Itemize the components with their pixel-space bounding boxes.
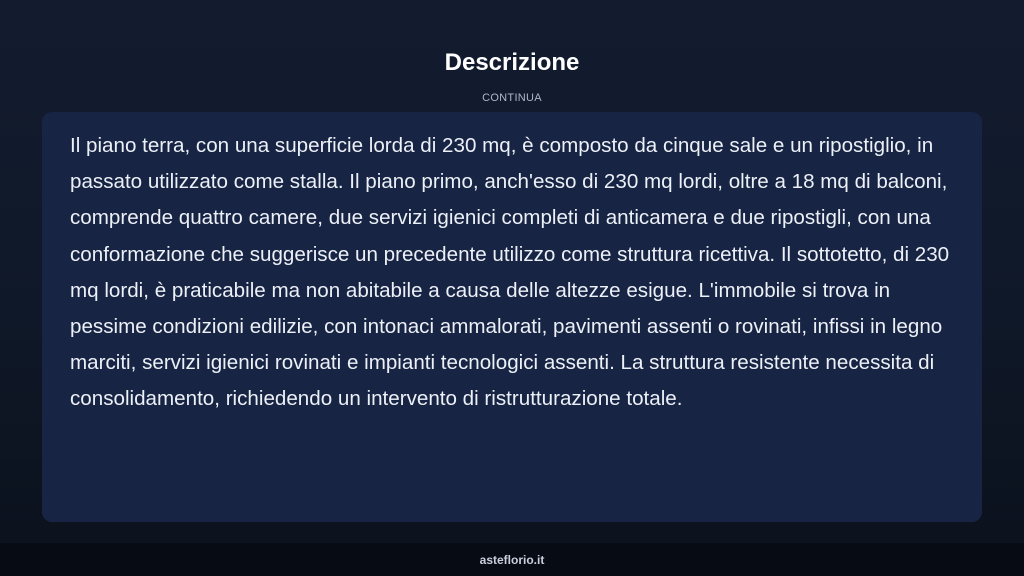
page-title: Descrizione [444,49,580,76]
description-card [42,112,982,522]
continue-label: CONTINUA [482,92,542,104]
site-name: asteflorio.it [479,552,545,567]
description-text: Il piano terra, con una superficie lorda di 230 mq, è composto da cinque sale e un ripostiglio, in passato utilizzato come stalla. Il piano primo, anch'esso di 230 mq lordi, oltre a 18 mq di balconi, comprende quattro camere, due servizi igienici completi di anticamera e due ripostigli, con una conformazione che suggerisce un precedente utilizzo come struttura ricettiva. Il sottotetto, di 230 mq lordi, è praticabile ma non abitabile a causa delle altezze esigue. L'immobile si trova in pessime condizioni edilizie, con intonaci ammalorati, pavimenti assenti o rovinati, infissi in legno marciti, servizi igienici rovinati e impianti tecnologici assenti. La struttura resistente necessita di consolidamento, richiedendo un intervento di ristrutturazione totale. [70,134,950,411]
page-header [0,46,1024,105]
footer-bar [0,543,1024,576]
